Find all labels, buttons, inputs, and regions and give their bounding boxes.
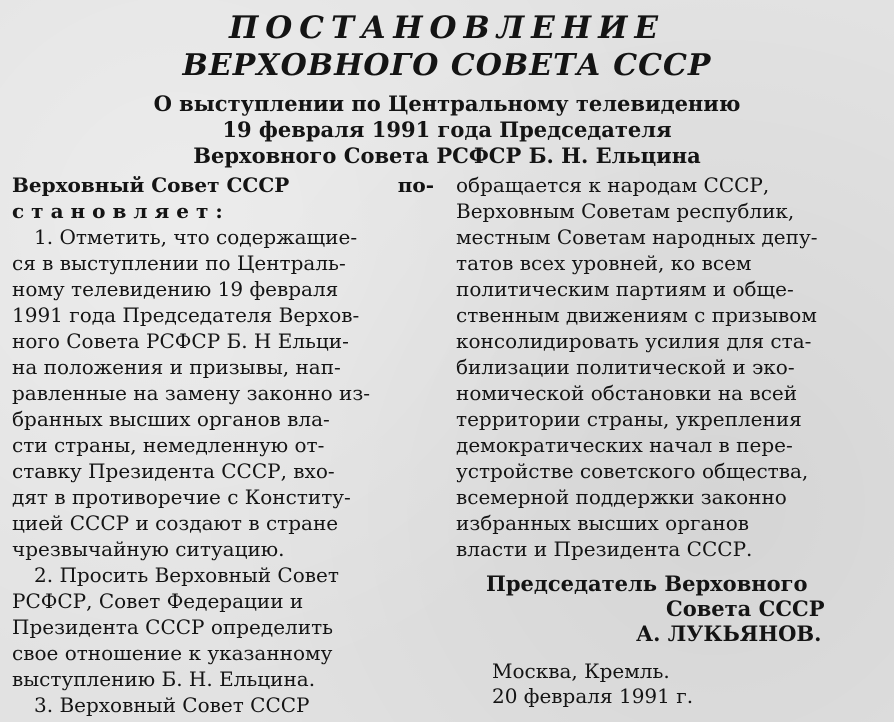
left-line: 1. Отметить, что содержащие- xyxy=(34,225,358,249)
left-line: на положения и призывы, нап- xyxy=(12,355,341,379)
document-title: ПОСТАНОВЛЕНИЕ xyxy=(228,10,666,46)
right-line: татов всех уровней, ко всем xyxy=(456,251,752,275)
right-line: демократических начал в пере- xyxy=(456,433,793,457)
right-line: политическим партиям и обще- xyxy=(456,277,794,301)
left-line: РСФСР, Совет Федерации и xyxy=(12,589,304,613)
right-line: билизации политической и эко- xyxy=(456,355,795,379)
right-line: номической обстановки на всей xyxy=(456,381,798,405)
text-fragment: Верховный Совет СССР xyxy=(12,173,290,197)
right-line: избранных высших органов xyxy=(456,511,750,535)
left-line xyxy=(12,173,434,198)
left-line: 2. Просить Верховный Совет xyxy=(34,563,339,587)
left-line: ного Совета РСФСР Б. Н Ельци- xyxy=(12,329,349,353)
left-line: ся в выступлении по Централь- xyxy=(12,251,346,275)
date: 20 февраля 1991 г. xyxy=(492,684,694,708)
right-line: местным Советам народных депу- xyxy=(456,225,818,249)
left-line: 1991 года Председателя Верхов- xyxy=(12,303,360,327)
left-line: становляет: xyxy=(12,199,230,223)
left-line: равленные на замену законно из- xyxy=(12,381,371,405)
left-line: дят в противоречие с Конститу- xyxy=(12,485,351,509)
signature-title-line-2: Совета СССР xyxy=(666,596,825,621)
left-line: ставку Президента СССР, вхо- xyxy=(12,459,335,483)
left-line: свое отношение к указанному xyxy=(12,641,333,665)
right-line: власти и Президента СССР. xyxy=(456,537,753,561)
left-line: выступлению Б. Н. Ельцина. xyxy=(12,667,316,691)
left-line: 3. Верховный Совет СССР xyxy=(34,693,310,717)
document-title-issuer: ВЕРХОВНОГО СОВЕТА СССР xyxy=(182,48,712,83)
right-line: всемерной поддержки законно xyxy=(456,485,787,509)
right-line: ственным движениям с призывом xyxy=(456,303,817,327)
right-line: обращается к народам СССР, xyxy=(456,173,770,197)
left-line: сти страны, немедленную от- xyxy=(12,433,325,457)
left-line: чрезвычайную ситуацию. xyxy=(12,537,285,561)
place: Москва, Кремль. xyxy=(492,659,670,683)
signature-name: А. ЛУКЬЯНОВ. xyxy=(636,621,822,646)
right-line: Верховным Советам республик, xyxy=(456,199,795,223)
left-line: бранных высших органов вла- xyxy=(12,407,330,431)
left-line: цией СССР и создают в стране xyxy=(12,511,339,535)
left-line: Президента СССР определить xyxy=(12,615,334,639)
subtitle-line-3: Верховного Совета РСФСР Б. Н. Ельцина xyxy=(193,143,701,168)
right-line: консолидировать усилия для ста- xyxy=(456,329,812,353)
right-line: территории страны, укрепления xyxy=(456,407,802,431)
signature-title-line-1: Председатель Верховного xyxy=(486,571,808,596)
left-line: ному телевидению 19 февраля xyxy=(12,277,339,301)
right-line: устройстве советского общества, xyxy=(456,459,809,483)
subtitle-line-1: О выступлении по Центральному телевидению xyxy=(153,91,741,116)
subtitle-line-2: 19 февраля 1991 года Председателя xyxy=(222,117,672,142)
text-fragment: по- xyxy=(397,173,434,197)
